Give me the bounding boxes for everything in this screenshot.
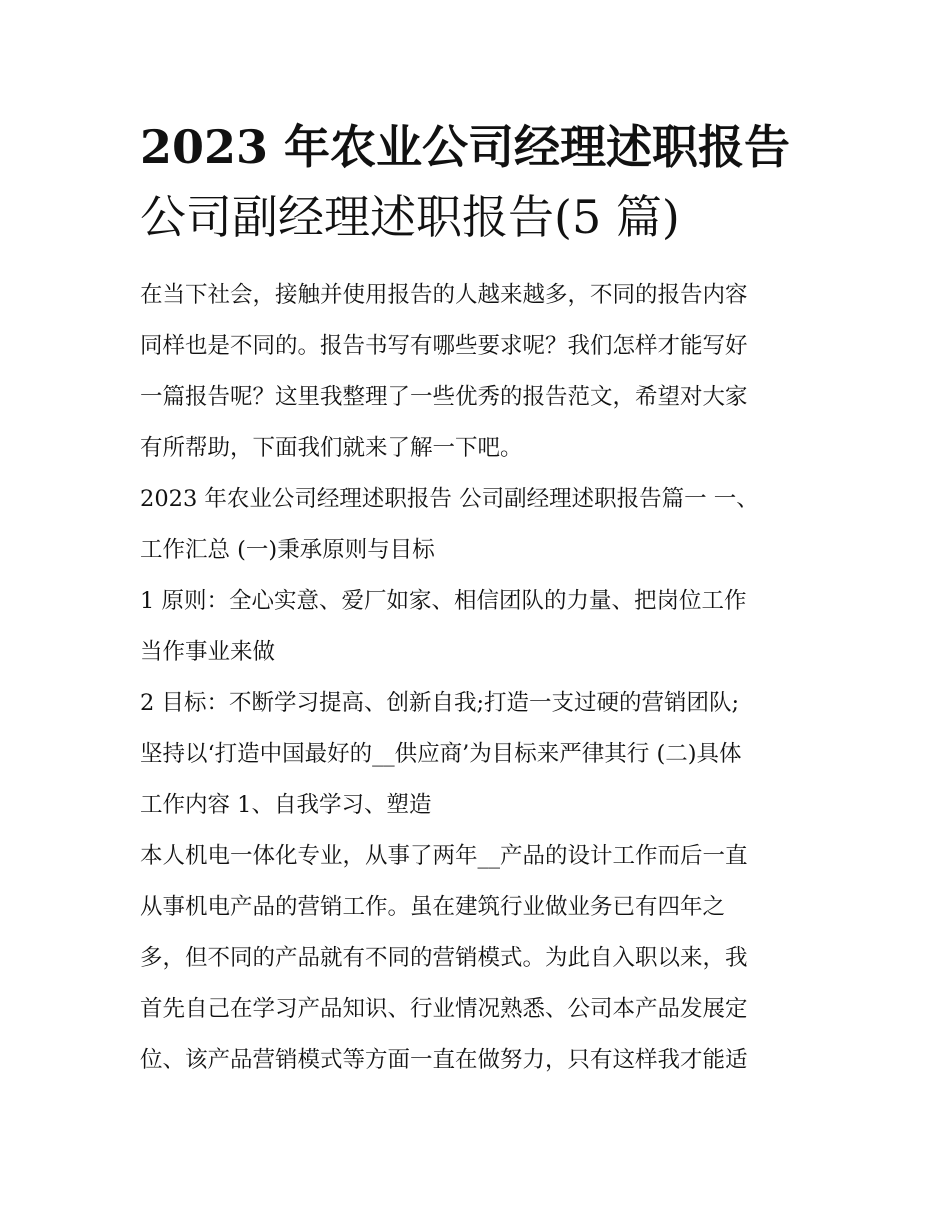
paragraph-self-learning — [140, 831, 810, 1086]
text-line: 位、该产品营销模式等方面一直在做努力，只有这样我才能适 — [140, 1047, 748, 1073]
paragraph-intro — [140, 270, 810, 474]
text-line: 工作内容 1、自我学习、塑造 — [140, 792, 432, 818]
text-line: 2 目标：不断学习提高、创新自我;打造一支过硬的营销团队; — [140, 690, 740, 716]
document-title — [140, 112, 810, 252]
text-line: 有所帮助，下面我们就来了解一下吧。 — [140, 435, 523, 461]
text-line: 工作汇总 (一)秉承原则与目标 — [140, 537, 435, 563]
text-line: 1 原则：全心实意、爱厂如家、相信团队的力量、把岗位工作 — [140, 588, 747, 614]
paragraph-principle — [140, 576, 810, 678]
text-line: 多，但不同的产品就有不同的营销模式。为此自入职以来，我 — [140, 945, 748, 971]
text-line: 同样也是不同的。报告书写有哪些要求呢？我们怎样才能写好 — [140, 333, 748, 359]
paragraph-section-heading — [140, 474, 810, 576]
text-line: 2023 年农业公司经理述职报告 公司副经理述职报告篇一 一、 — [140, 486, 759, 512]
text-line: 本人机电一体化专业，从事了两年__产品的设计工作而后一直 — [140, 843, 748, 869]
document-content — [140, 112, 810, 1086]
text-line: 当作事业来做 — [140, 639, 276, 665]
text-line: 坚持以‘打造中国最好的__供应商’为目标来严律其行 (二)具体 — [140, 741, 742, 767]
text-line: 在当下社会，接触并使用报告的人越来越多，不同的报告内容 — [140, 282, 748, 308]
document-body — [140, 270, 810, 1086]
text-line: 从事机电产品的营销工作。虽在建筑行业做业务已有四年之 — [140, 894, 726, 920]
title-line-2-text: 公司副经理述职报告(5 篇) — [140, 190, 680, 244]
title-line-1 — [140, 112, 810, 182]
paragraph-goal — [140, 678, 810, 831]
text-line: 一篇报告呢？这里我整理了一些优秀的报告范文，希望对大家 — [140, 384, 748, 410]
text-line: 首先自己在学习产品知识、行业情况熟悉、公司本产品发展定 — [140, 996, 748, 1022]
title-line-1-text: 2023 年农业公司经理述职报告 — [140, 120, 791, 174]
title-line-2 — [140, 182, 810, 252]
